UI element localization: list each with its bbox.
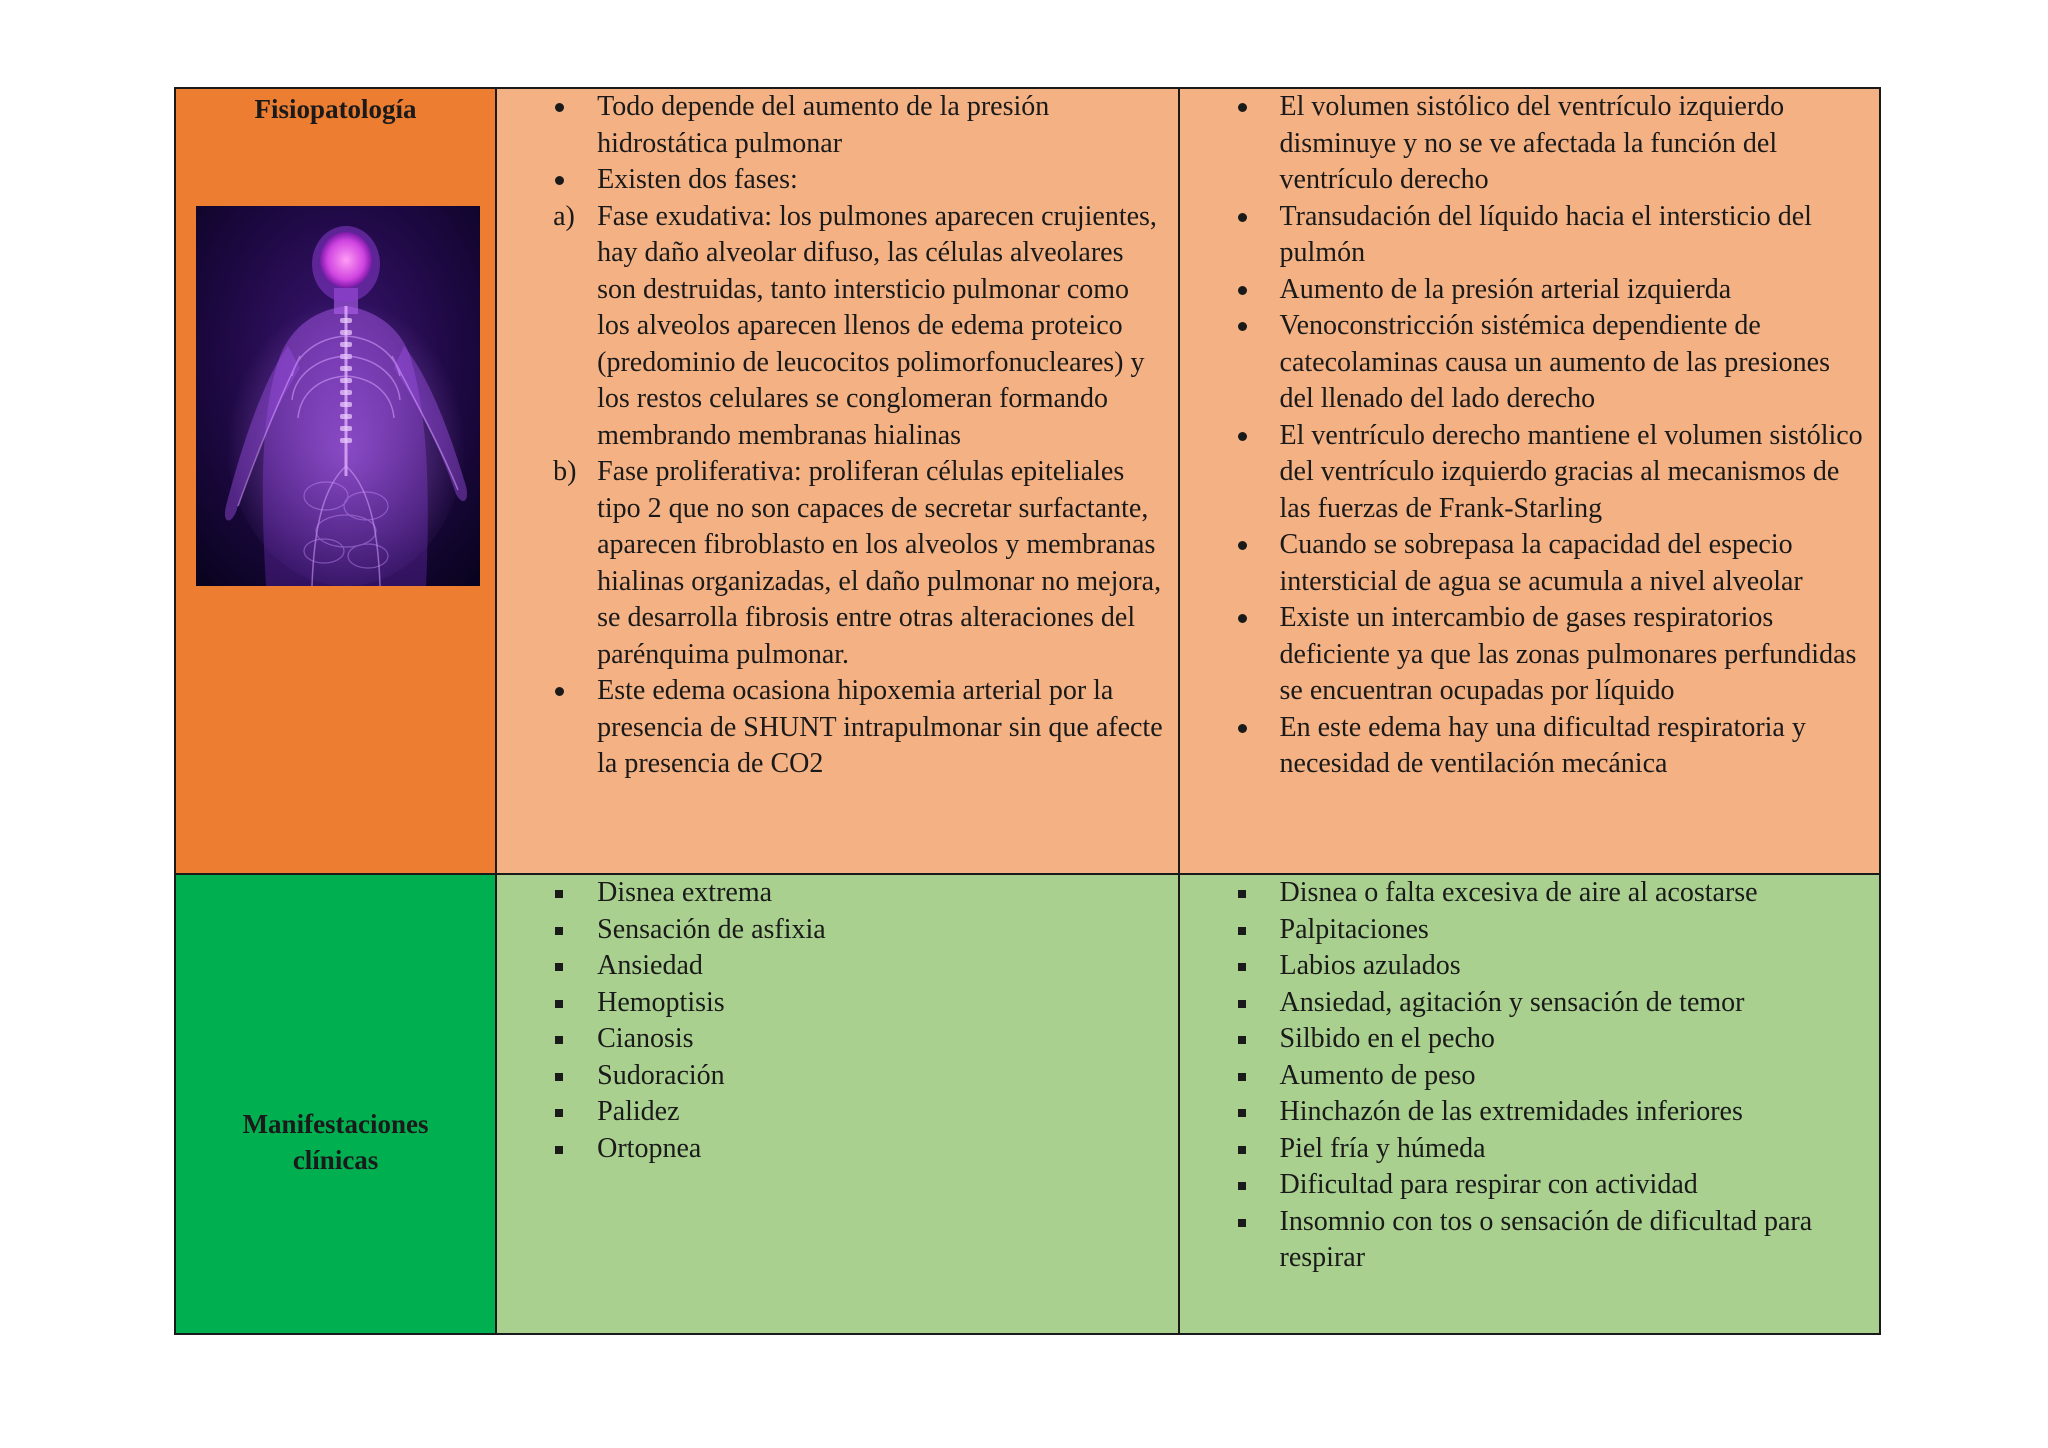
list-item-text: Sensación de asfixia bbox=[597, 913, 826, 945]
list-item-text: Ansiedad, agitación y sensación de temor bbox=[1279, 986, 1745, 1018]
manifestaciones-title-line1: Manifestaciones bbox=[242, 1109, 429, 1139]
list-item-text: Transudación del líquido hacia el intersticio del pulmón bbox=[1279, 200, 1812, 268]
list-item bbox=[1180, 710, 1879, 783]
list-item bbox=[497, 162, 1177, 199]
manifestaciones-right-list bbox=[1180, 875, 1879, 1277]
list-item bbox=[497, 1131, 1177, 1168]
list-item bbox=[497, 1094, 1177, 1131]
comparison-table bbox=[174, 87, 1881, 1335]
list-item bbox=[497, 1058, 1177, 1095]
list-item bbox=[1180, 985, 1879, 1022]
fisiopatologia-right-list bbox=[1180, 89, 1879, 783]
list-item bbox=[1180, 875, 1879, 912]
manifestaciones-row bbox=[175, 874, 1880, 1334]
list-item-text: El volumen sistólico del ventrículo izquierdo disminuye y no se ve afectada la función del ventrículo derecho bbox=[1279, 91, 1785, 195]
list-item-text: Fase exudativa: los pulmones aparecen crujientes, hay daño alveolar difuso, las células alveolares son destruidas, tanto intersticio pulmonar como los alveolos aparecen llenos de edema proteico (predominio de leucocitos polimorfonucleares) y los restos celulares se conglomeran formando membrando membranas hialinas bbox=[597, 200, 1157, 451]
list-item bbox=[1180, 1058, 1879, 1095]
list-item-text: Ortopnea bbox=[597, 1132, 702, 1164]
list-item bbox=[1180, 1021, 1879, 1058]
list-item-text: Hemoptisis bbox=[597, 986, 725, 1018]
list-item bbox=[1180, 1094, 1879, 1131]
list-item-text: Aumento de peso bbox=[1279, 1059, 1476, 1091]
manifestaciones-label-cell bbox=[175, 874, 496, 1334]
fisiopatologia-row bbox=[175, 88, 1880, 874]
list-item bbox=[1180, 89, 1879, 199]
list-item bbox=[497, 673, 1177, 783]
list-item-text: Disnea o falta excesiva de aire al acostarse bbox=[1279, 877, 1758, 908]
list-item-text: Todo depende del aumento de la presión hidrostática pulmonar bbox=[597, 91, 1050, 159]
list-item-text: Este edema ocasiona hipoxemia arterial por la presencia de SHUNT intrapulmonar sin que afecte la presencia de CO2 bbox=[597, 675, 1163, 779]
list-item-text: Labios azulados bbox=[1279, 950, 1461, 981]
manifestaciones-middle-list bbox=[497, 875, 1177, 1167]
list-item bbox=[1180, 1167, 1879, 1204]
list-item-text: Hinchazón de las extremidades inferiores bbox=[1279, 1096, 1743, 1127]
list-item-text: Palpitaciones bbox=[1279, 913, 1429, 945]
list-item bbox=[1180, 948, 1879, 985]
manifestaciones-middle-cell bbox=[496, 874, 1178, 1334]
list-item-text: Fase proliferativa: proliferan células epiteliales tipo 2 que no son capaces de secretar surfactante, aparecen fibroblasto en los alveolos y membranas hialinas organizadas, el daño pulmonar no mejora, se desarrolla fibrosis entre otras alteraciones del parénquima pulmonar. bbox=[597, 456, 1162, 670]
list-letter-marker: b) bbox=[553, 456, 577, 487]
fisiopatologia-title: Fisiopatología bbox=[254, 94, 417, 124]
list-item-text: Existen dos fases: bbox=[597, 164, 798, 195]
list-item bbox=[497, 985, 1177, 1022]
list-item bbox=[1180, 199, 1879, 272]
human-body-illustration bbox=[196, 206, 480, 586]
list-item bbox=[497, 199, 1177, 455]
list-item-text: El ventrículo derecho mantiene el volumen sistólico del ventrículo izquierdo gracias al mecanismos de las fuerzas de Frank-Starling bbox=[1279, 419, 1863, 524]
fisiopatologia-right-cell bbox=[1179, 88, 1880, 874]
list-item-text: Aumento de la presión arterial izquierda bbox=[1279, 273, 1732, 305]
list-item bbox=[1180, 1131, 1879, 1168]
fisiopatologia-middle-list bbox=[497, 89, 1177, 783]
list-item bbox=[497, 948, 1177, 985]
manifestaciones-title bbox=[176, 1106, 495, 1178]
list-item bbox=[1180, 1204, 1879, 1277]
list-item-text: Piel fría y húmeda bbox=[1279, 1132, 1486, 1164]
list-item-text: Ansiedad bbox=[597, 950, 703, 981]
list-item-text: Cuando se sobrepasa la capacidad del especio intersticial de agua se acumula a nivel alveolar bbox=[1279, 529, 1803, 597]
list-item-text: Cianosis bbox=[597, 1023, 694, 1054]
list-item-text: Venoconstricción sistémica dependiente de catecolaminas causa un aumento de las presiones del llenado del lado derecho bbox=[1279, 310, 1830, 414]
list-letter-marker: a) bbox=[553, 200, 575, 232]
list-item bbox=[1180, 272, 1879, 309]
fisiopatologia-middle-cell bbox=[496, 88, 1178, 874]
list-item-text: Palidez bbox=[597, 1096, 680, 1127]
list-item-text: En este edema hay una dificultad respiratoria y necesidad de ventilación mecánica bbox=[1279, 711, 1806, 779]
list-item bbox=[1180, 418, 1879, 528]
list-item-text: Existe un intercambio de gases respiratorios deficiente ya que las zonas pulmonares perfundidas se encuentran ocupadas por líquido bbox=[1279, 602, 1857, 706]
list-item-text: Dificultad para respirar con actividad bbox=[1279, 1169, 1698, 1200]
list-item-text: Disnea extrema bbox=[597, 877, 773, 908]
list-item bbox=[497, 454, 1177, 673]
list-item bbox=[1180, 527, 1879, 600]
fisiopatologia-label-cell bbox=[175, 88, 496, 874]
list-item-text: Sudoración bbox=[597, 1059, 725, 1091]
list-item bbox=[497, 89, 1177, 162]
list-item bbox=[497, 912, 1177, 949]
list-item-text: Silbido en el pecho bbox=[1279, 1023, 1495, 1054]
list-item bbox=[1180, 600, 1879, 710]
list-item-text: Insomnio con tos o sensación de dificultad para respirar bbox=[1279, 1205, 1813, 1273]
list-item bbox=[497, 1021, 1177, 1058]
manifestaciones-right-cell bbox=[1179, 874, 1880, 1334]
list-item bbox=[497, 875, 1177, 912]
list-item bbox=[1180, 308, 1879, 418]
list-item bbox=[1180, 912, 1879, 949]
manifestaciones-title-line2: clínicas bbox=[292, 1145, 379, 1175]
